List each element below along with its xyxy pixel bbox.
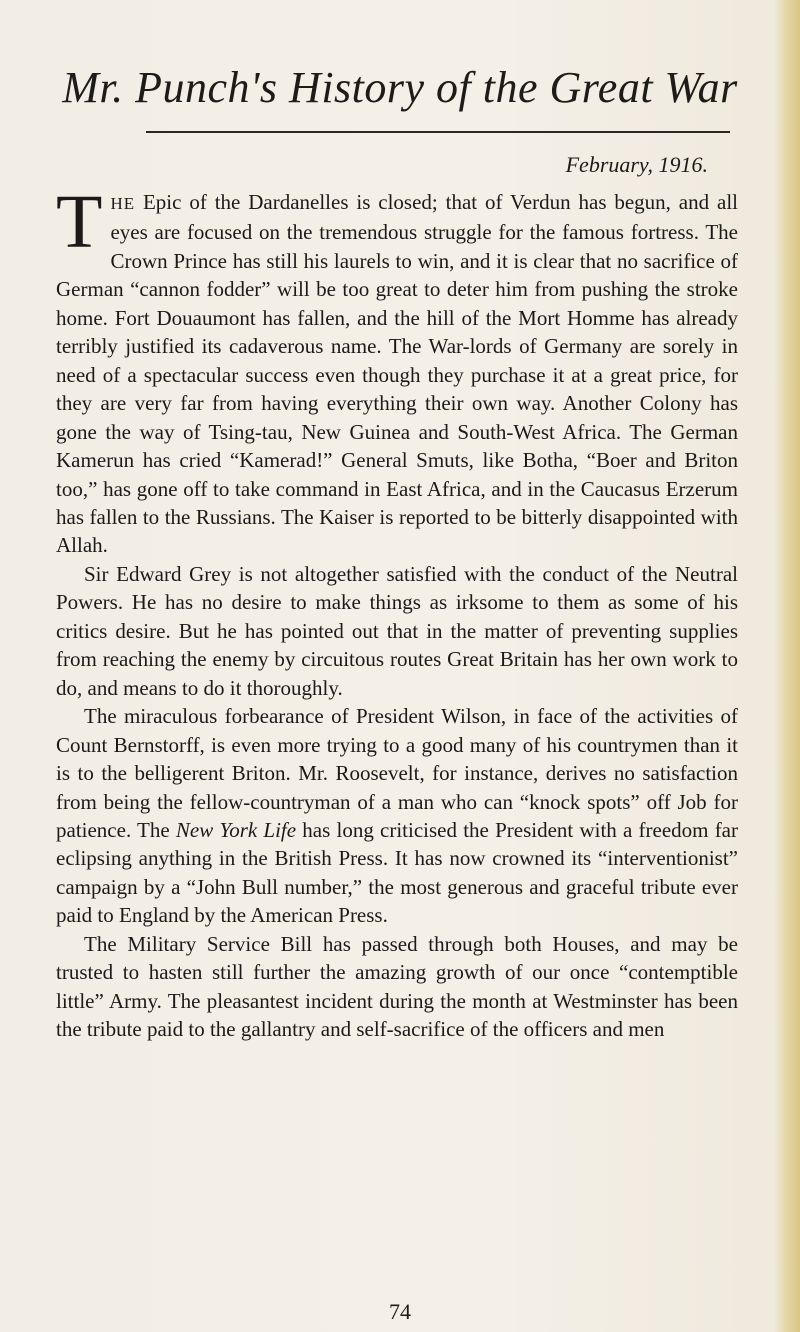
paragraph-3-text-a: The miraculous forbearance of President Wilson, in face of the activities of Count Bernstorff, is even more trying to a good many of his countrymen than it is to the belligerent Briton. Mr. Roosevelt, for instance, derives no satisfaction from being the fellow-countryman of a man who can “knock spots” off Job for patience. The	[56, 704, 738, 842]
page-number: 74	[389, 1299, 411, 1324]
paragraph-2: Sir Edward Grey is not altogether satisfied with the conduct of the Neutral Powers. He has no desire to make things as irksome to them as some of his critics desire. But he has pointed out that in the matter of preventing supplies from reaching the enemy by circuitous routes Great Britain has her own work to do, and means to do it thoroughly.	[56, 561, 738, 700]
article-date: February, 1916.	[565, 152, 708, 177]
paragraph-3-text-b: has long criticised the President with a freedom far eclipsing anything in the British Press. It has now crowned its “interventionist” campaign by a “John Bull number,” the most generous and graceful tribute ever paid to England by the American Press.	[56, 817, 738, 928]
drop-cap: T	[56, 180, 103, 264]
paragraph-1-text: Epic of the Dardanelles is closed; that of Verdun has begun, and all eyes are focused on the tremendous struggle for the famous fortress. The Crown Prince has still his laurels to win, and it is clear that no sacrifice of German “cannon fodder” will be too great to deter him from pushing the stroke home. Fort Douaumont has fallen, and the hill of the Mort Homme has already terribly justified its cadaverous name. The War-lords of Germany are sorely in need of a spectacular success even though they purchase it at a great price, for they are very far from having everything their own way. Another Colony has gone the way of Tsing-tau, New Guinea and South-West Africa. The German Kamerun has cried “Kamerad!” General Smuts, like Botha, “Boer and Briton too,” has gone off to take command in East Africa, and in the Caucasus Erzerum has fallen to the Russians. The Kaiser is reported to be bitterly disappointed with Allah.	[56, 190, 738, 558]
header-rule	[146, 131, 730, 133]
article-body	[56, 180, 738, 1044]
paragraph-4: The Military Service Bill has passed through both Houses, and may be trusted to hasten still further the amazing growth of our once “contemptible little” Army. The pleasantest incident during the month at Westminster has been the tribute paid to the gallantry and self-sacrifice of the officers and men	[56, 931, 738, 1042]
first-word-rest: HE	[110, 194, 136, 213]
paragraph-3	[56, 702, 738, 930]
page-edge	[774, 0, 800, 1332]
publication-title: New York Life	[175, 817, 297, 842]
paragraph-1	[56, 180, 738, 560]
running-head-title: Mr. Punch's History of the Great War	[62, 63, 738, 112]
